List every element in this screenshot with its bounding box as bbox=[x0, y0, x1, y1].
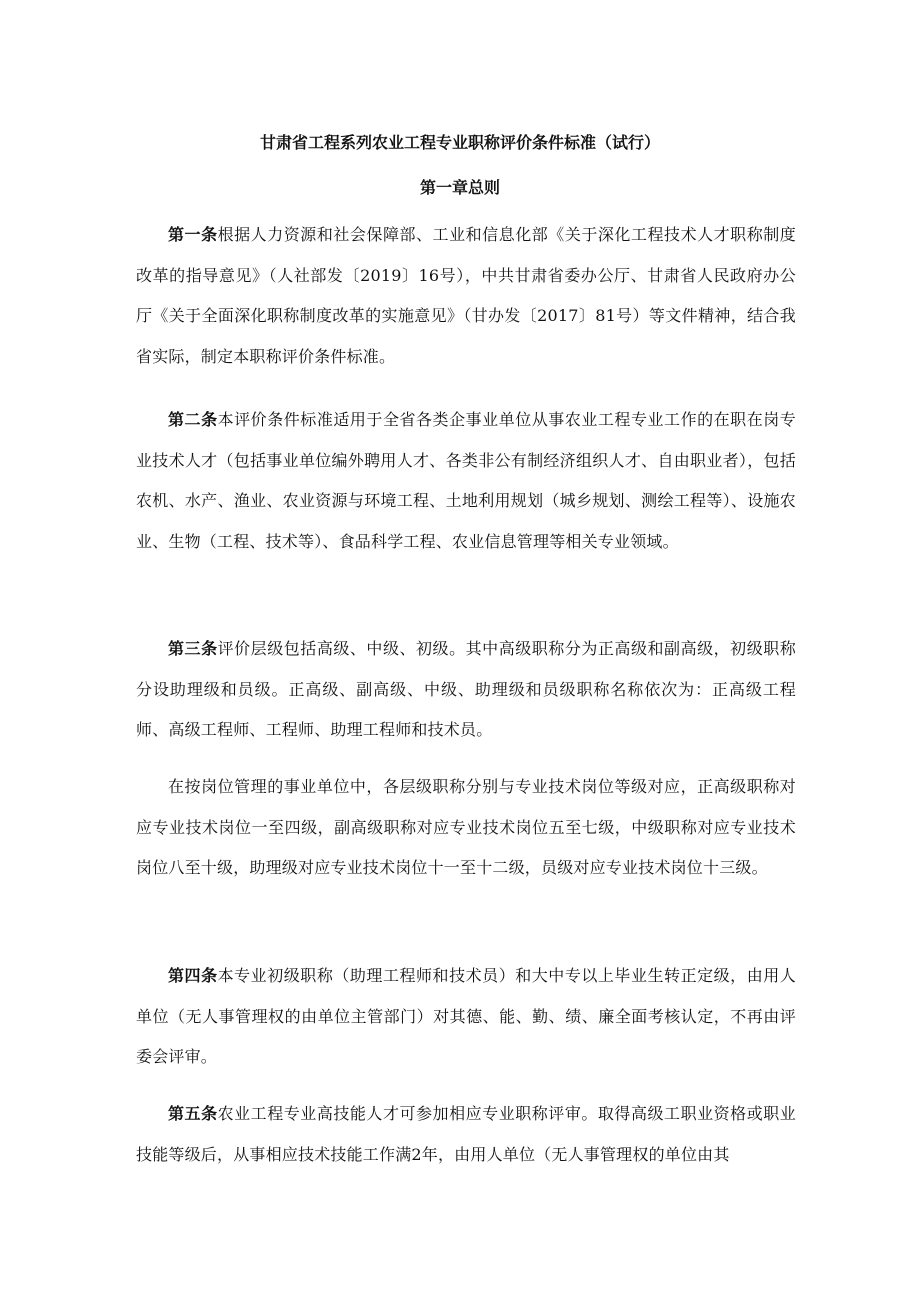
article-text: 根据人力资源和社会保障部、工业和信息化部《关于深化工程技术人才职称制度改革的指导意见》（人社部发〔2019〕16号），中共甘肃省委办公厅、甘肃省人民政府办公厅《关于全面深化职称制度改革的实施意见》（甘办发〔2017〕81号）等文件精神，结合我省实际，制定本职称评价条件标准。 bbox=[136, 225, 796, 366]
article-text: 农业工程专业高技能人才可参加相应专业职称评审。取得高级工职业资格或职业技能等级后，从事相应技术技能工作满2年，由用人单位（无人事管理权的单位由其 bbox=[136, 1104, 796, 1164]
article-label: 第四条 bbox=[168, 966, 218, 985]
article-text: 本专业初级职称（助理工程师和技术员）和大中专以上毕业生转正定级，由用人单位（无人事管理权的由单位主管部门）对其德、能、勤、绩、廉全面考核认定，不再由评委会评审。 bbox=[136, 966, 796, 1066]
paragraph-text: 在按岗位管理的事业单位中，各层级职称分别与专业技术岗位等级对应，正高级职称对应专业技术岗位一至四级，副高级职称对应专业技术岗位五至七级，中级职称对应专业技术岗位八至十级，助理级对应专业技术岗位十一至十二级，员级对应专业技术岗位十三级。 bbox=[136, 777, 796, 877]
article-label: 第五条 bbox=[168, 1104, 218, 1123]
article-2 bbox=[136, 400, 796, 562]
article-1 bbox=[136, 215, 796, 377]
chapter-title: 第一章总则 bbox=[419, 178, 500, 197]
article-label: 第二条 bbox=[168, 410, 218, 429]
article-3 bbox=[136, 629, 796, 751]
article-label: 第三条 bbox=[168, 639, 218, 658]
article-4 bbox=[136, 956, 796, 1078]
article-3-paragraph-2 bbox=[136, 767, 796, 889]
article-text: 本评价条件标准适用于全省各类企事业单位从事农业工程专业工作的在职在岗专业技术人才（包括事业单位编外聘用人才、各类非公有制经济组织人才、自由职业者），包括农机、水产、渔业、农业资源与环境工程、土地利用规划（城乡规划、测绘工程等）、设施农业、生物（工程、技术等）、食品科学工程、农业信息管理等相关专业领域。 bbox=[136, 410, 796, 551]
document-title: 甘肃省工程系列农业工程专业职称评价条件标准（试行） bbox=[259, 133, 660, 152]
article-label: 第一条 bbox=[168, 225, 218, 244]
article-text: 评价层级包括高级、中级、初级。其中高级职称分为正高级和副高级，初级职称分设助理级和员级。正高级、副高级、中级、助理级和员级职称名称依次为：正高级工程师、高级工程师、工程师、助理工程师和技术员。 bbox=[136, 639, 796, 739]
article-5 bbox=[136, 1094, 796, 1175]
